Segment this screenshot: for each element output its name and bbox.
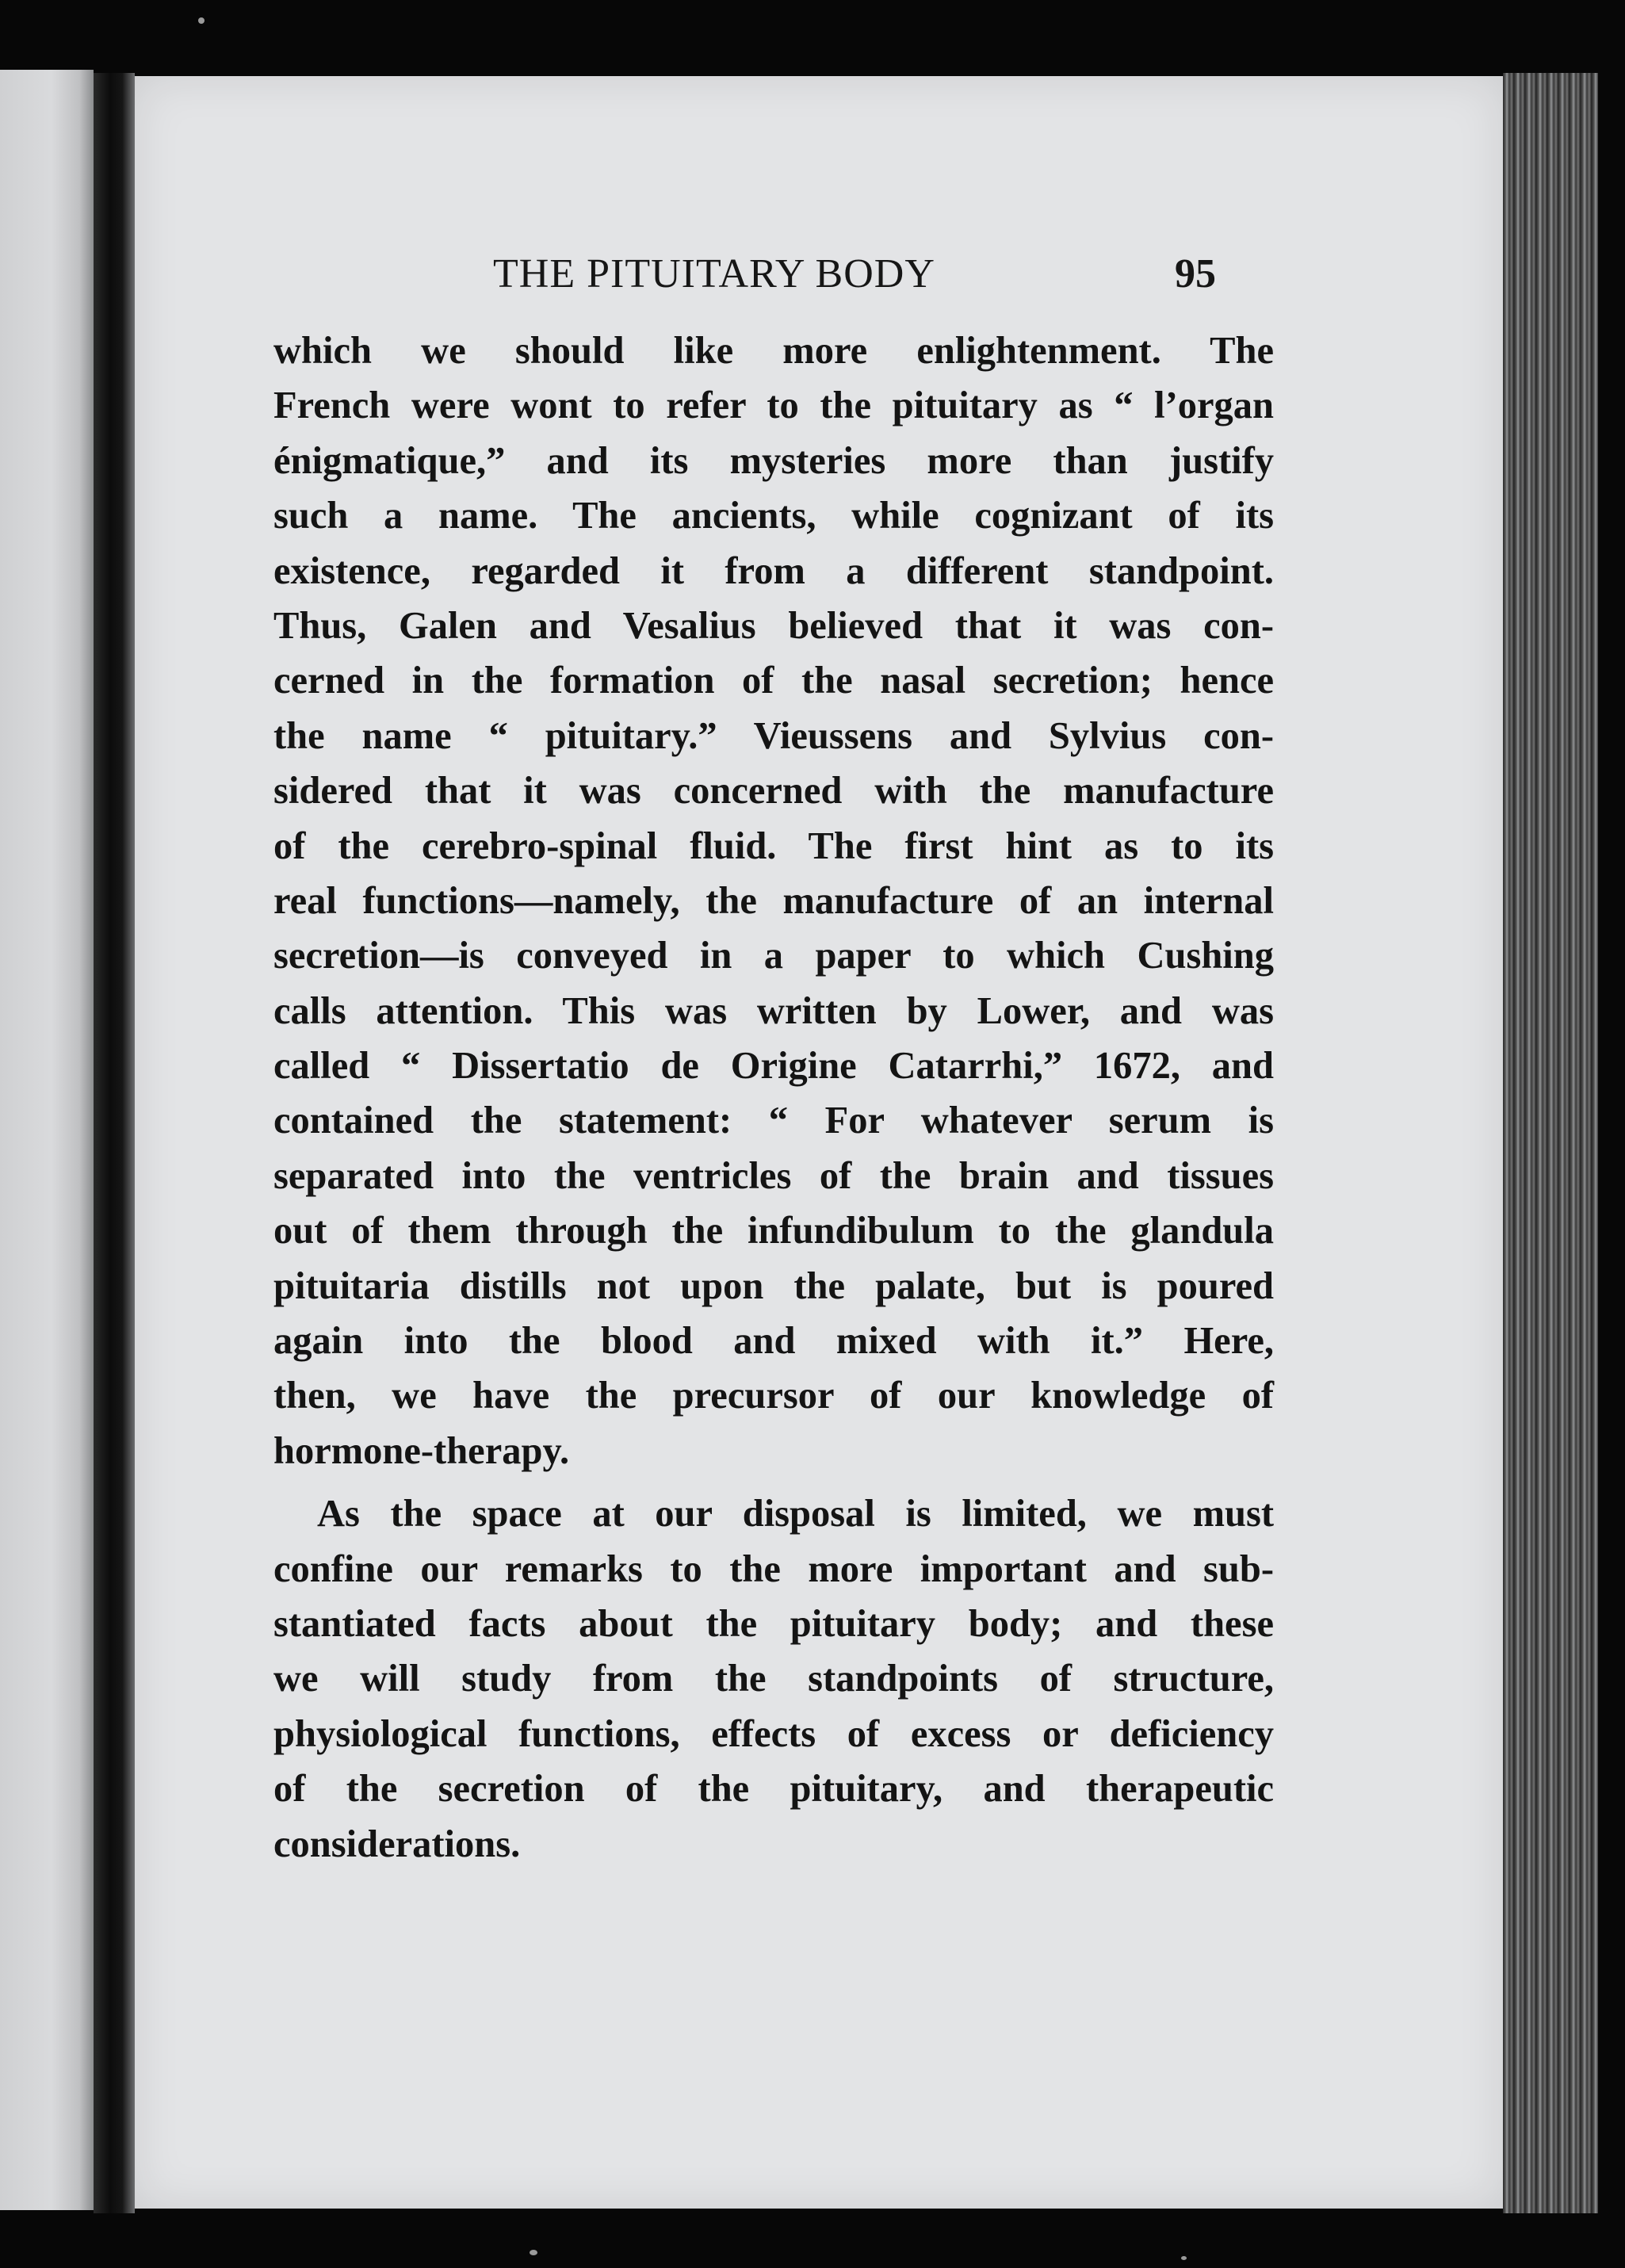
page-fore-edge [1503, 73, 1598, 2213]
scan-speck [530, 2250, 537, 2255]
text-line: physiological functions, effects of excess or deficiency [273, 1712, 1274, 1755]
text-line: secretion—is conveyed in a paper to which Cushing [273, 935, 1274, 977]
paragraph-gap [273, 1478, 1274, 1486]
text-line: As the space at our disposal is limited, we must [317, 1493, 1274, 1536]
text-line: stantiated facts about the pituitary body; and these [273, 1602, 1274, 1645]
text-line: out of them through the infundibulum to the glandula [273, 1210, 1274, 1253]
text-line: énigmatique,” and its mysteries more than justify [273, 439, 1274, 482]
page-number: 95 [1175, 251, 1216, 296]
paragraph-2 [273, 1486, 1274, 1872]
previous-page-edge [0, 70, 94, 2210]
text-line: pituitaria distills not upon the palate, but is poured [273, 1264, 1274, 1307]
text-line: again into the blood and mixed with it.” Here, [273, 1320, 1274, 1363]
text-line: which we should like more enlightenment. The [273, 330, 1274, 372]
text-line: of the cerebro-spinal fluid. The first hint as to its [273, 824, 1274, 867]
text-line: calls attention. This was written by Lower, and was [273, 989, 1274, 1032]
text-line: French were wont to refer to the pituitary as “ l’organ [273, 384, 1274, 427]
page-header [135, 173, 1276, 296]
text-line: of the secretion of the pituitary, and therapeutic [273, 1768, 1274, 1811]
running-head: THE PITUITARY BODY [493, 251, 935, 296]
text-line: Thus, Galen and Vesalius believed that it was con- [273, 604, 1274, 647]
book-gutter [94, 73, 135, 2213]
text-line: sidered that it was concerned with the manufacture [273, 770, 1274, 813]
scan-speck [198, 17, 205, 24]
text-line: considerations. [273, 1822, 521, 1865]
text-line: separated into the ventricles of the brain and tissues [273, 1154, 1274, 1197]
text-line: the name “ pituitary.” Vieussens and Sylvius con- [273, 714, 1274, 757]
body-text [273, 323, 1274, 1872]
text-line: confine our remarks to the more important and sub- [273, 1547, 1274, 1590]
text-line: called “ Dissertatio de Origine Catarrhi,” 1672, and [273, 1045, 1274, 1088]
text-line: hormone-therapy. [273, 1429, 570, 1472]
text-line: cerned in the formation of the nasal secretion; hence [273, 660, 1274, 702]
text-line: contained the statement: “ For whatever serum is [273, 1100, 1274, 1142]
text-line: existence, regarded it from a different standpoint. [273, 549, 1274, 592]
text-line: we will study from the standpoints of structure, [273, 1658, 1274, 1700]
text-line: real functions—namely, the manufacture of an internal [273, 879, 1274, 922]
paragraph-1 [273, 323, 1274, 1478]
text-line: such a name. The ancients, while cognizant of its [273, 495, 1274, 537]
scan-speck [1181, 2256, 1187, 2260]
text-line: then, we have the precursor of our knowledge of [273, 1375, 1274, 1417]
